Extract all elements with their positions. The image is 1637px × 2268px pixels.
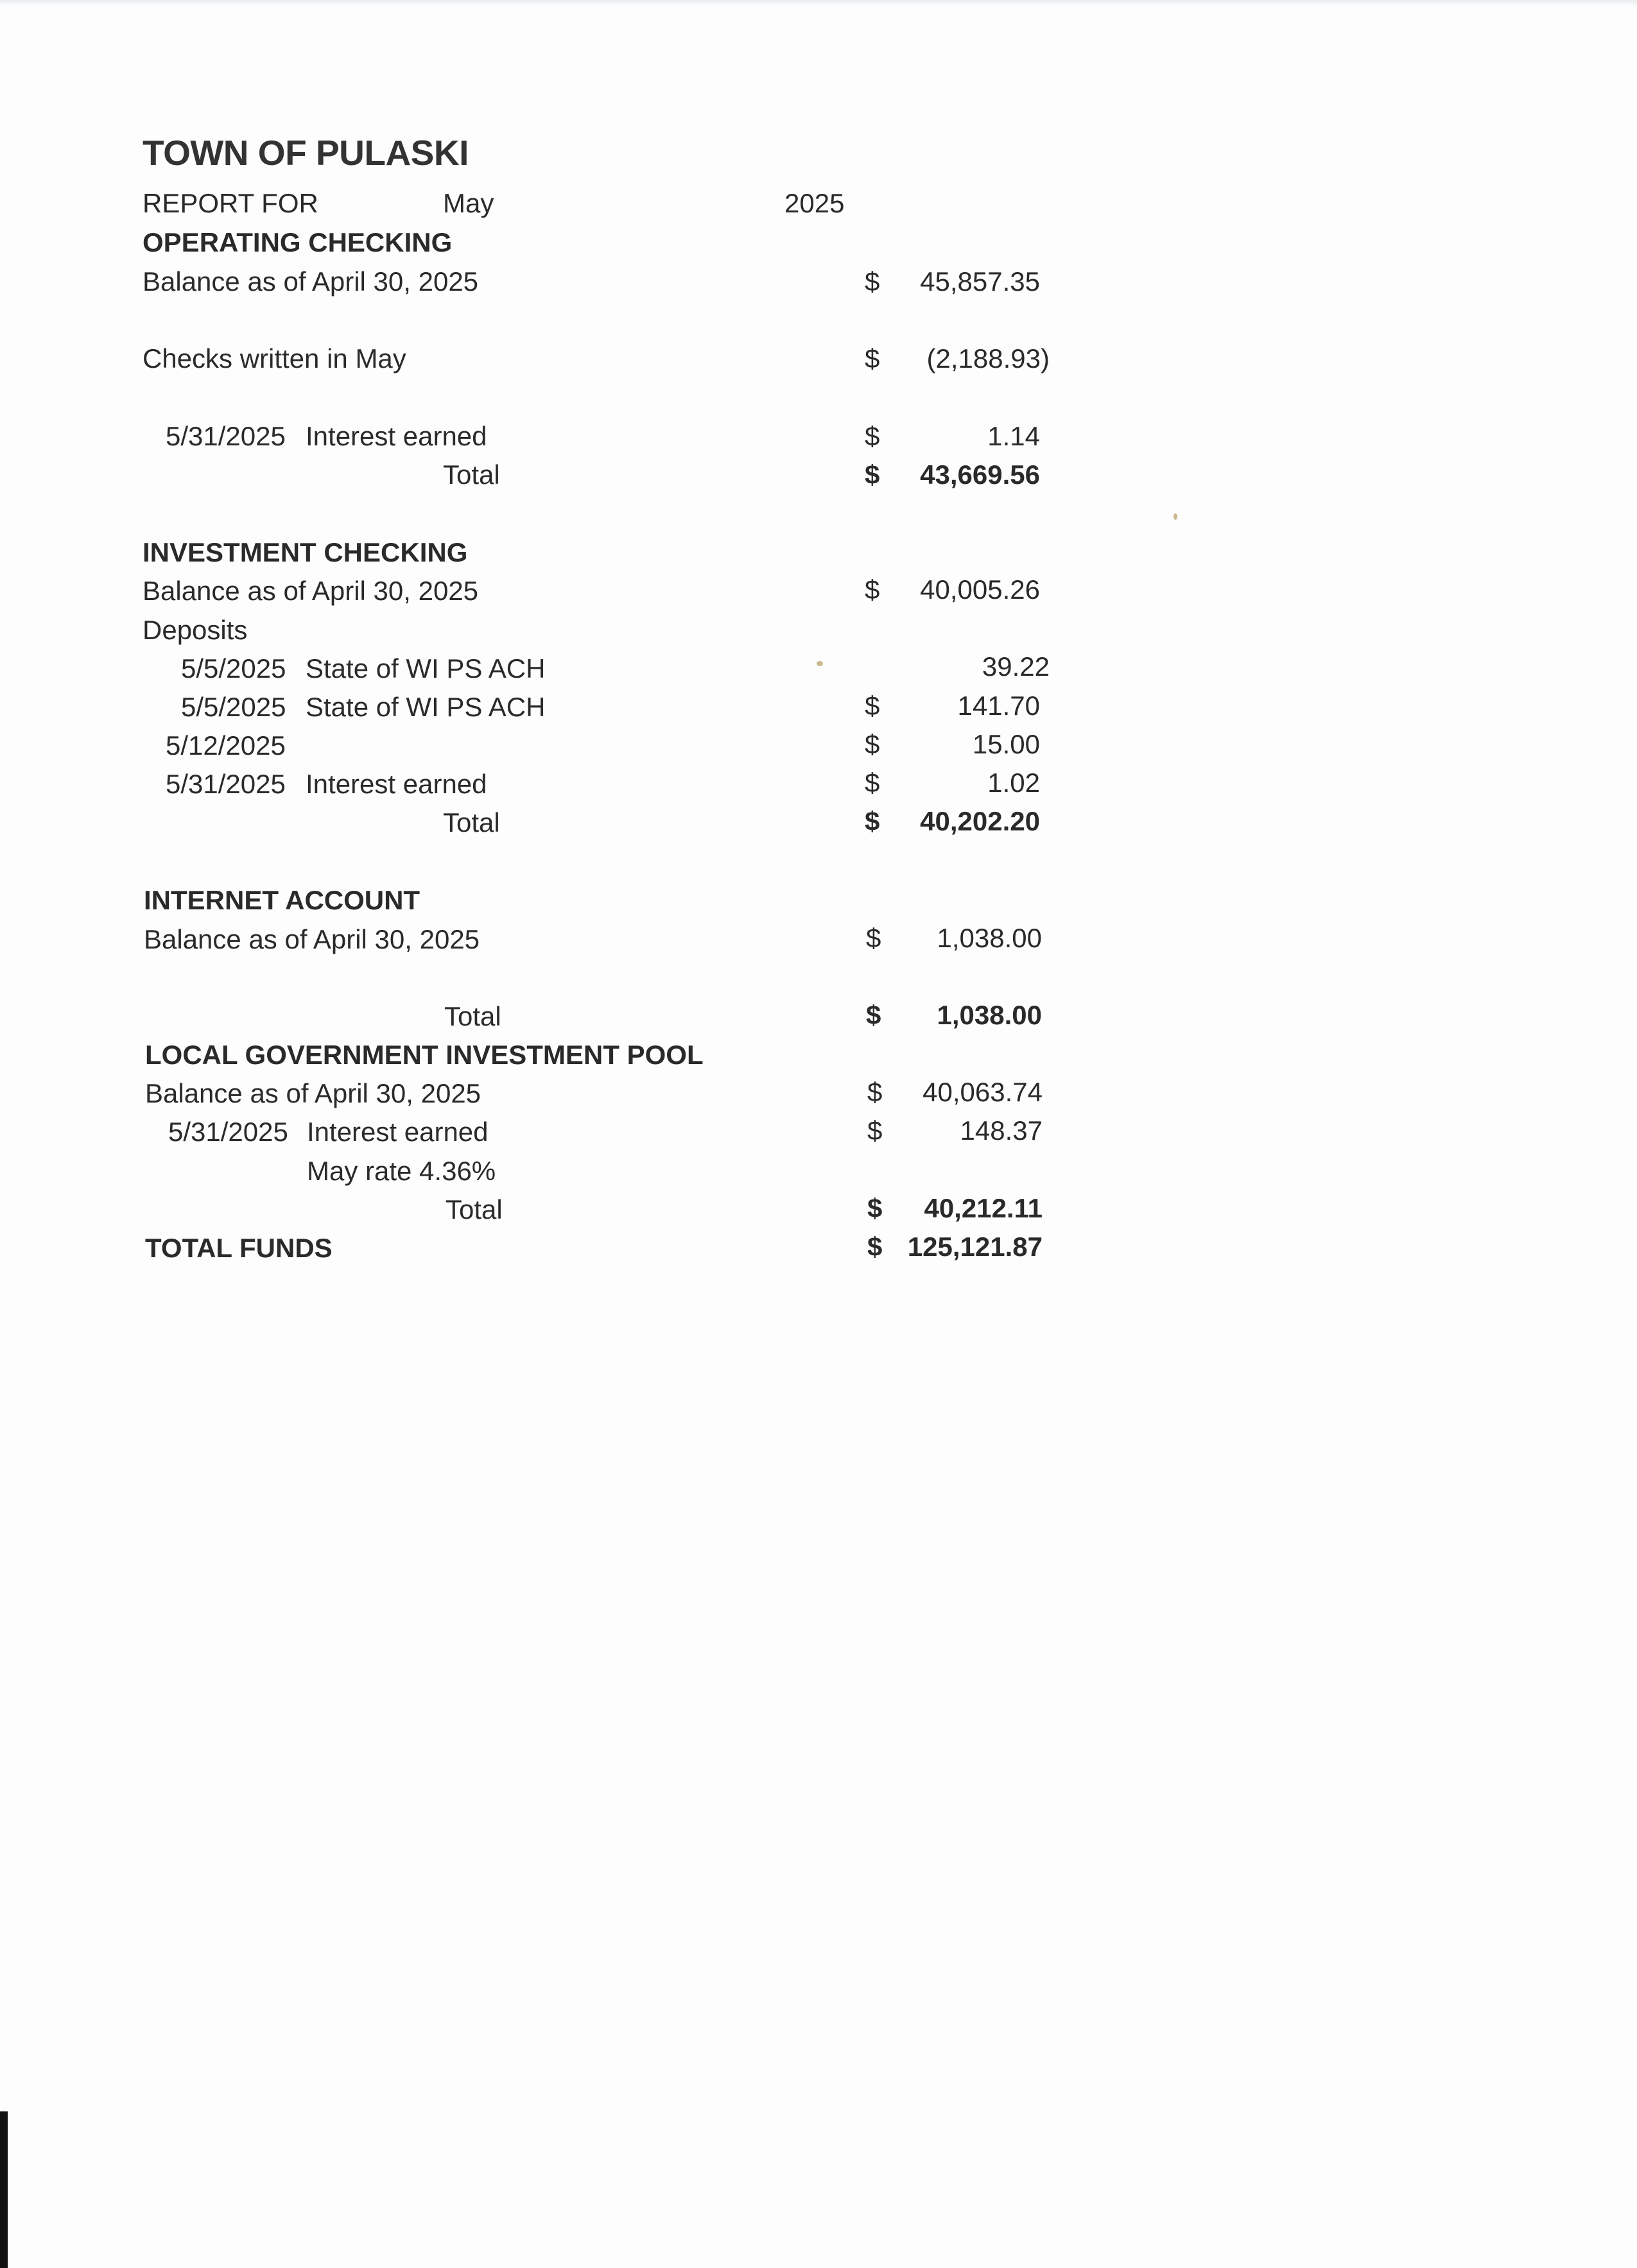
- internet-total-label: Total: [444, 1001, 501, 1031]
- page-title: TOWN OF PULASKI: [143, 133, 469, 173]
- scan-shadow: [0, 0, 1637, 6]
- dollar-sign: $: [867, 1115, 883, 1146]
- investment-total-amount: 40,202.20: [920, 806, 1040, 836]
- operating-balance-label: Balance as of April 30, 2025: [143, 266, 479, 296]
- operating-total-amount: 43,669.56: [920, 460, 1040, 490]
- scan-speck: [817, 661, 823, 666]
- investment-total-label: Total: [443, 807, 500, 838]
- lgip-interest-date: 5/31/2025: [168, 1117, 288, 1147]
- dollar-sign: $: [865, 421, 880, 451]
- dollar-sign: $: [865, 266, 880, 296]
- deposits-label: Deposits: [143, 615, 248, 645]
- operating-checking-heading: OPERATING CHECKING: [143, 227, 453, 257]
- deposit-date: 5/31/2025: [166, 769, 286, 799]
- deposit-amount: 15.00: [972, 729, 1040, 759]
- deposit-date: 5/12/2025: [166, 730, 286, 760]
- deposit-description: Interest earned: [306, 769, 487, 799]
- lgip-balance-amount: 40,063.74: [922, 1077, 1043, 1107]
- operating-interest-date: 5/31/2025: [166, 421, 286, 451]
- deposit-date: 5/5/2025: [181, 692, 286, 722]
- internet-total-amount: 1,038.00: [937, 1000, 1042, 1030]
- deposit-date: 5/5/2025: [181, 653, 286, 683]
- dollar-sign: $: [865, 806, 880, 836]
- lgip-interest-label: Interest earned: [307, 1117, 489, 1147]
- total-funds-amount: 125,121.87: [907, 1232, 1043, 1262]
- investment-balance-amount: 40,005.26: [920, 574, 1040, 605]
- report-month: May: [443, 188, 494, 218]
- internet-balance-amount: 1,038.00: [937, 923, 1042, 953]
- deposit-description: State of WI PS ACH: [306, 692, 546, 722]
- dollar-sign: $: [865, 460, 880, 490]
- report-for-label: REPORT FOR: [143, 188, 318, 218]
- operating-balance-amount: 45,857.35: [920, 266, 1040, 296]
- dollar-sign: $: [865, 343, 880, 374]
- dollar-sign: $: [867, 1077, 883, 1107]
- scan-edge: [0, 2111, 8, 2268]
- investment-checking-heading: INVESTMENT CHECKING: [143, 537, 468, 567]
- investment-balance-label: Balance as of April 30, 2025: [143, 576, 479, 606]
- internet-balance-label: Balance as of April 30, 2025: [144, 924, 480, 954]
- lgip-total-amount: 40,212.11: [924, 1193, 1043, 1223]
- lgip-balance-label: Balance as of April 30, 2025: [145, 1078, 481, 1108]
- deposit-amount: 1.02: [987, 768, 1040, 798]
- dollar-sign: $: [866, 1000, 881, 1030]
- operating-checks-label: Checks written in May: [143, 343, 406, 374]
- lgip-rate-label: May rate 4.36%: [307, 1156, 496, 1186]
- operating-interest-label: Interest earned: [306, 421, 487, 451]
- deposit-amount: 39.22: [982, 651, 1050, 682]
- operating-interest-amount: 1.14: [987, 421, 1040, 451]
- dollar-sign: $: [867, 1232, 883, 1262]
- deposit-amount: 141.70: [957, 691, 1040, 721]
- dollar-sign: $: [865, 691, 880, 721]
- scan-speck: [1174, 513, 1177, 520]
- operating-total-label: Total: [443, 460, 500, 490]
- operating-checks-amount: (2,188.93): [926, 343, 1050, 374]
- dollar-sign: $: [865, 768, 880, 798]
- lgip-heading: LOCAL GOVERNMENT INVESTMENT POOL: [145, 1040, 704, 1070]
- dollar-sign: $: [865, 574, 880, 605]
- deposit-description: State of WI PS ACH: [306, 653, 546, 683]
- dollar-sign: $: [866, 923, 881, 953]
- dollar-sign: $: [867, 1193, 883, 1223]
- dollar-sign: $: [865, 729, 880, 759]
- internet-account-heading: INTERNET ACCOUNT: [144, 885, 420, 915]
- lgip-interest-amount: 148.37: [960, 1115, 1043, 1146]
- lgip-total-label: Total: [446, 1194, 503, 1224]
- report-year: 2025: [784, 188, 845, 218]
- total-funds-label: TOTAL FUNDS: [145, 1233, 333, 1263]
